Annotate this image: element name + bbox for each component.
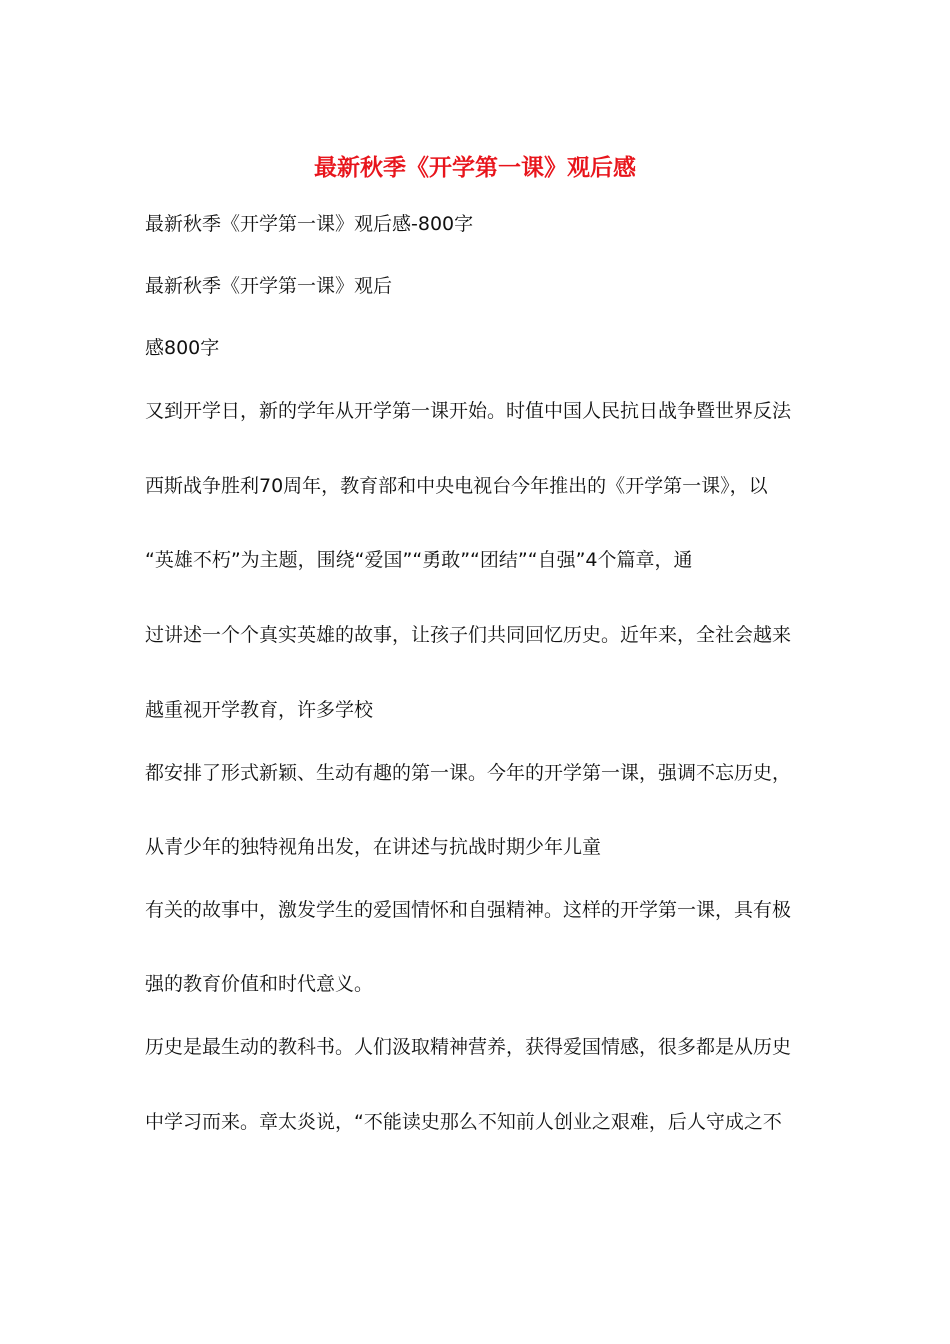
paragraph-line: 越重视开学教育，许多学校: [145, 699, 374, 721]
document-title: 最新秋季《开学第一课》观后感: [314, 155, 636, 181]
paragraph-line: 强的教育价值和时代意义。: [145, 973, 374, 995]
paragraph-line: 西斯战争胜利70周年，教育部和中央电视台今年推出的《开学第一课》，以: [145, 475, 768, 497]
paragraph-line: “英雄不朽”为主题，围绕“爱国”“勇敢”“团结”“自强”4个篇章，通: [145, 549, 693, 571]
paragraph-line: 历史是最生动的教科书。人们汲取精神营养，获得爱国情感，很多都是从历史: [145, 1036, 792, 1058]
paragraph-line: 中学习而来。章太炎说，“不能读史那么不知前人创业之艰难，后人守成之不: [145, 1111, 782, 1133]
paragraph-line: 过讲述一个个真实英雄的故事，让孩子们共同回忆历史。近年来，全社会越来: [145, 624, 792, 646]
paragraph-line: 有关的故事中，激发学生的爱国情怀和自强精神。这样的开学第一课，具有极: [145, 899, 792, 921]
paragraph-line: 又到开学日，新的学年从开学第一课开始。时值中国人民抗日战争暨世界反法: [145, 400, 792, 422]
paragraph-line: 都安排了形式新颖、生动有趣的第一课。今年的开学第一课，强调不忘历史，: [145, 762, 792, 784]
heading-line-2: 感800字: [145, 337, 220, 359]
subtitle-line: 最新秋季《开学第一课》观后感-800字: [145, 213, 474, 235]
heading-line-1: 最新秋季《开学第一课》观后: [145, 275, 393, 297]
paragraph-line: 从青少年的独特视角出发，在讲述与抗战时期少年儿童: [145, 836, 602, 858]
